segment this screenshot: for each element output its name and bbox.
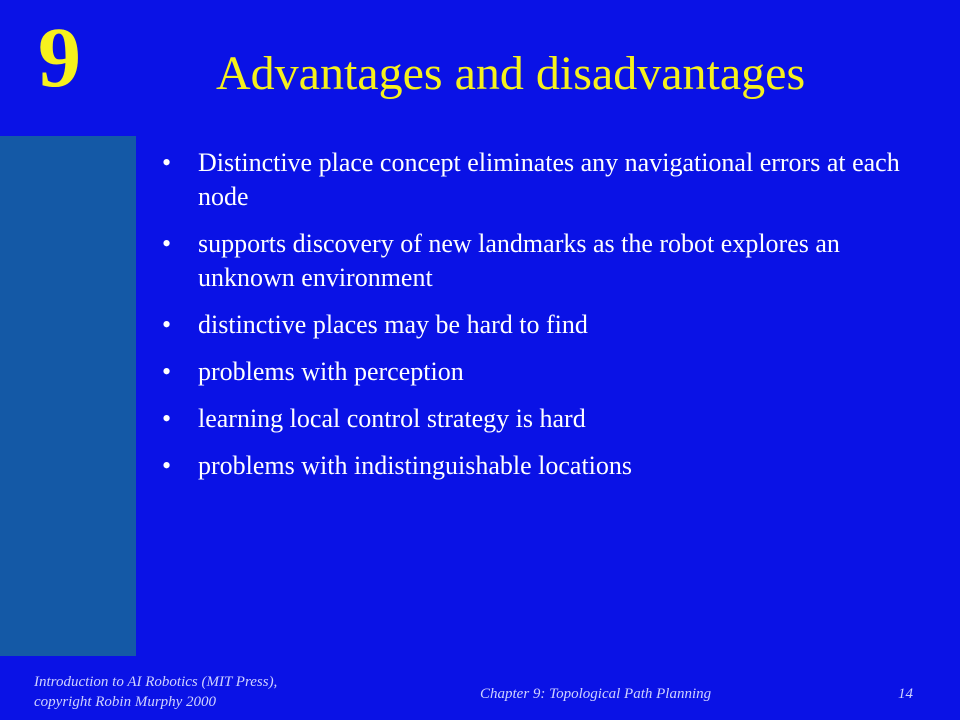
bullet-dot-icon: • [162, 404, 172, 433]
bullet-dot-icon: • [162, 229, 172, 258]
bullet-text: distinctive places may be hard to find [198, 310, 588, 339]
side-accent-bar [0, 136, 136, 656]
bullet-item [162, 449, 902, 483]
bullet-text: supports discovery of new landmarks as the robot explores an unknown environment [198, 229, 840, 292]
footer-credit-line-1: Introduction to AI Robotics (MIT Press), [34, 674, 278, 690]
bullet-text: problems with indistinguishable locations [198, 451, 633, 480]
page-number: 14 [898, 686, 913, 702]
bullet-text: problems with perception [198, 357, 464, 386]
footer-chapter: Chapter 9: Topological Path Planning [480, 686, 712, 702]
bullet-list [162, 146, 902, 496]
bullet-dot-icon: • [162, 357, 172, 386]
slide-title: Advantages and disadvantages [216, 47, 806, 100]
bullet-item [162, 227, 902, 295]
bullet-item [162, 402, 902, 436]
chapter-number: 9 [38, 9, 81, 105]
bullet-item [162, 308, 902, 342]
bullet-dot-icon: • [162, 451, 172, 480]
bullet-item [162, 355, 902, 389]
bullet-text: learning local control strategy is hard [198, 404, 586, 433]
bullet-item [162, 146, 902, 214]
footer-credit [34, 672, 354, 712]
bullet-text: Distinctive place concept eliminates any navigational errors at each node [198, 148, 900, 211]
bullet-dot-icon: • [162, 148, 172, 177]
footer-credit-line-2: copyright Robin Murphy 2000 [34, 694, 217, 710]
bullet-dot-icon: • [162, 310, 172, 339]
